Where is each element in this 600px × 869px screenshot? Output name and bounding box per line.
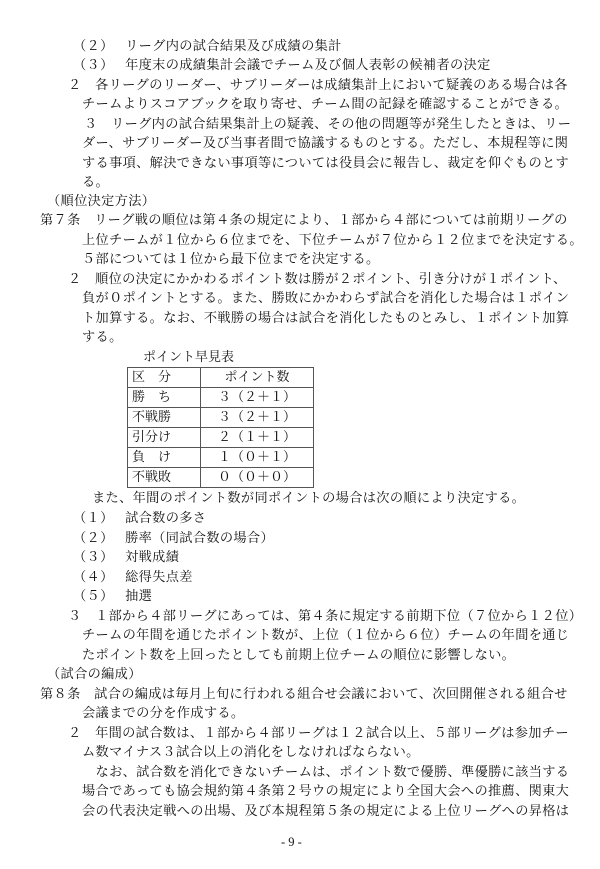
point-table bbox=[127, 367, 314, 488]
text-line: （２） リーグ内の試合結果及び成績の集計 bbox=[73, 39, 342, 54]
text-line: （４） 総得失点差 bbox=[73, 570, 193, 585]
table-row bbox=[128, 408, 314, 428]
text-line: ト加算する。なお、不戦勝の場合は試合を消化したものとみし、１ポイント加算 bbox=[82, 311, 570, 326]
text-line: る。 bbox=[82, 175, 110, 190]
text-line: 会議までの分を作成する。 bbox=[82, 706, 245, 721]
text-line: チームよりスコアブックを取り寄せ、チーム間の記録を確認することができる。 bbox=[82, 97, 569, 112]
text-line: ２ 順位の決定にかかわるポイント数は勝が２ポイント、引き分けが１ポイント、 bbox=[68, 272, 567, 287]
table-row bbox=[128, 468, 314, 488]
table-row bbox=[128, 428, 314, 448]
text-line: （１） 試合数の多さ bbox=[73, 511, 207, 526]
table-row bbox=[128, 448, 314, 468]
text-line: （順位決定方法） bbox=[47, 194, 156, 209]
text-line: 上位チームが１位から６位までを、下位チームが７位から１２位までを決定する。 bbox=[82, 233, 583, 248]
text-line: たポイント数を上回ったとしても前期上位チームの順位に影響しない。 bbox=[82, 648, 516, 663]
row-category: 不戦勝 bbox=[128, 408, 201, 428]
text-line: ３ １部から４部リーグにあっては、第４条に規定する前期下位（７位から１２位） bbox=[68, 609, 583, 624]
text-line: （３） 年度末の成績集計会議でチーム及び個人表彰の候補者の決定 bbox=[73, 58, 491, 73]
row-points: ０（０＋０） bbox=[201, 468, 314, 488]
text-line: なお、試合数を消化できないチームは、ポイント数で優勝、準優勝に該当する bbox=[82, 765, 570, 780]
text-line: 場合であっても協会規約第４条第２号ウの規定により全国大会への推薦、関東大 bbox=[82, 784, 570, 799]
row-points: １（０＋１） bbox=[201, 448, 314, 468]
table-row bbox=[128, 388, 314, 408]
row-points: ３（２＋１） bbox=[201, 408, 314, 428]
header-points: ポイント数 bbox=[201, 368, 314, 388]
text-line: チームの年間を通じたポイント数が、上位（１位から６位）チームの年間を通じ bbox=[82, 628, 570, 643]
page-number: - 9 - bbox=[281, 835, 302, 849]
text-line: ２ 年間の試合数は、１部から４部リーグは１２試合以上、５部リーグは参加チー bbox=[68, 726, 569, 741]
text-line: 第７条 リーグ戦の順位は第４条の規定により、１部から４部については前期リーグの bbox=[40, 213, 568, 228]
row-points: ３（２＋１） bbox=[201, 388, 314, 408]
text-line: また、年間のポイント数が同ポイントの場合は次の順により決定する。 bbox=[92, 491, 526, 506]
text-line: ３ リーグ内の試合結果集計上の疑義、その他の問題等が発生したときは、リー bbox=[84, 117, 572, 132]
row-category: 引分け bbox=[128, 428, 201, 448]
text-line: ２ 各リーグのリーダー、サブリーダーは成績集計上において疑義のある場合は各 bbox=[68, 78, 568, 93]
text-line: する事項、解決できない事項等については役員会に報告し、裁定を仰ぐものとす bbox=[82, 156, 570, 171]
table-header-row bbox=[128, 368, 314, 388]
text-line: 会の代表決定戦への出場、及び本規程第５条の規定による上位リーグへの昇格は bbox=[82, 804, 570, 819]
text-line: ５部については１位から最下位までを決定する。 bbox=[82, 252, 380, 267]
text-line: （３） 対戦成績 bbox=[73, 550, 180, 565]
row-category: 不戦敗 bbox=[128, 468, 201, 488]
text-line: （２） 勝率（同試合数の場合） bbox=[73, 531, 275, 546]
row-category: 勝 ち bbox=[128, 388, 201, 408]
text-line: （試合の編成） bbox=[47, 667, 142, 682]
row-category: 負 け bbox=[128, 448, 201, 468]
text-line: する。 bbox=[82, 330, 123, 345]
header-category: 区 分 bbox=[128, 368, 201, 388]
point-table-caption: ポイント早見表 bbox=[143, 350, 235, 365]
text-line: ダー、サブリーダー及び当事者間で協議するものとする。ただし、本規程等に関 bbox=[82, 136, 569, 151]
text-line: ム数マイナス３試合以上の消化をしなければならない。 bbox=[82, 745, 420, 760]
text-line: （５） 抽選 bbox=[73, 589, 153, 604]
text-line: 負が０ポイントとする。また、勝敗にかかわらず試合を消化した場合は１ポイン bbox=[82, 291, 570, 306]
row-points: ２（１＋１） bbox=[201, 428, 314, 448]
text-line: 第８条 試合の編成は毎月上旬に行われる組合せ会議において、次回開催される組合せ bbox=[40, 687, 568, 702]
